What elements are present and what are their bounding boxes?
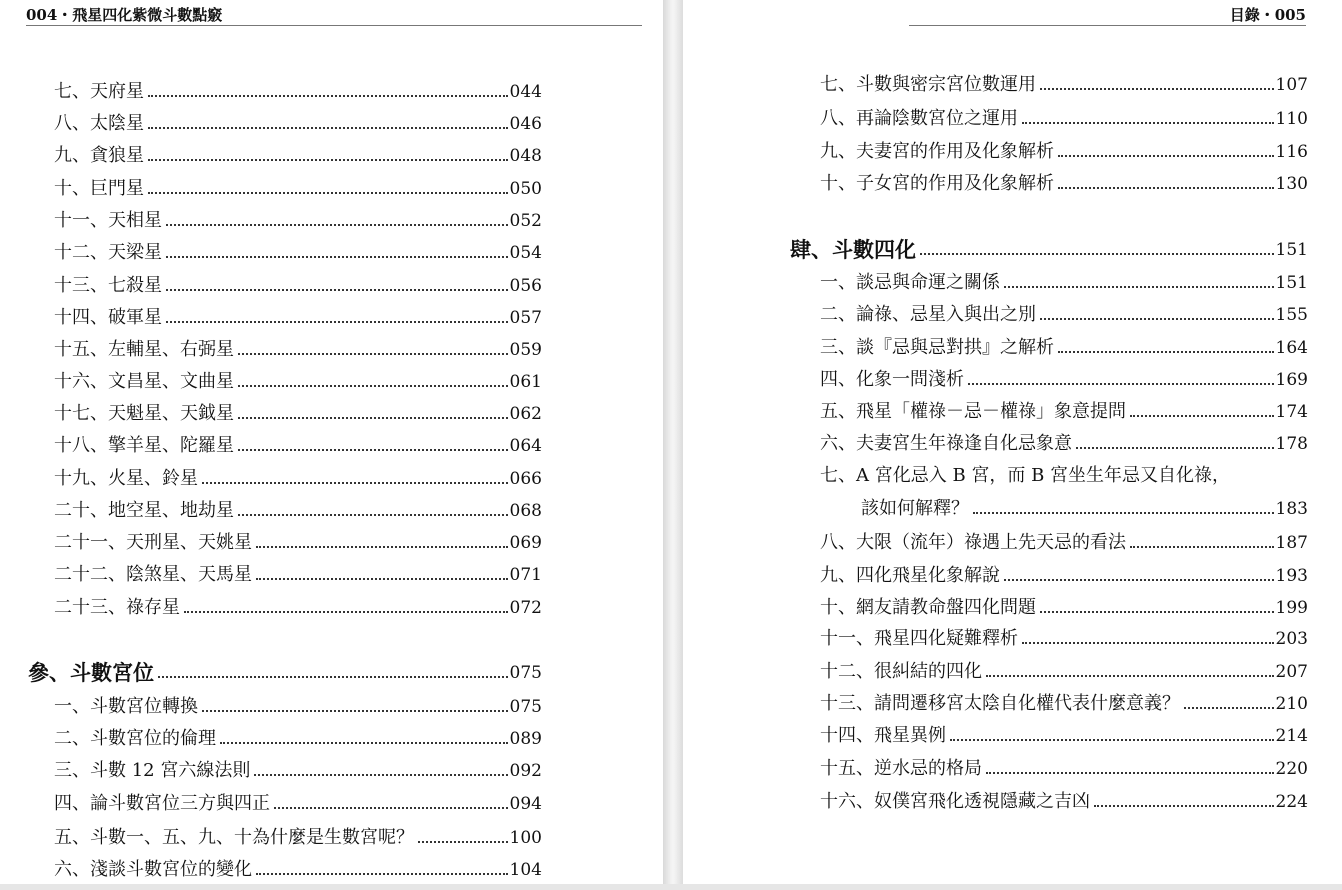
toc-entry-title: 十、巨門星 (54, 178, 144, 199)
toc-page-number: 207 (1275, 662, 1308, 682)
toc-entry-title: 九、夫妻宮的作用及化象解析 (820, 141, 1054, 162)
header-rule (26, 25, 642, 26)
toc-entry-title: 一、談忌與命運之關係 (820, 272, 1000, 293)
toc-entry (861, 496, 1308, 520)
toc-entry (820, 335, 1308, 359)
toc-page-number: 110 (1275, 109, 1308, 129)
toc-leader-dots (1022, 122, 1274, 124)
toc-leader-dots (968, 383, 1274, 385)
toc-entry (54, 791, 542, 815)
toc-entry (54, 433, 542, 457)
toc-leader-dots (950, 739, 1274, 741)
toc-entry (54, 176, 542, 200)
toc-leader-dots (148, 159, 508, 161)
toc-section-heading (790, 237, 1308, 261)
toc-entry (820, 595, 1308, 619)
toc-entry-title: 九、四化飛星化象解說 (820, 565, 1000, 586)
toc-leader-dots (148, 192, 508, 194)
toc-entry (54, 143, 542, 167)
toc-entry (54, 273, 542, 297)
toc-entry-title: 二十二、陰煞星、天馬星 (54, 564, 252, 585)
toc-leader-dots (148, 127, 508, 129)
toc-page-number: 052 (509, 211, 542, 231)
toc-page-number: 054 (509, 243, 542, 263)
toc-page-number: 214 (1275, 726, 1308, 746)
toc-entry (820, 106, 1308, 130)
toc-page-number: 104 (509, 860, 542, 880)
toc-entry-title: 十五、左輔星、右弼星 (54, 339, 234, 360)
toc-leader-dots (238, 449, 508, 451)
toc-entry-title: 十、子女宮的作用及化象解析 (820, 173, 1054, 194)
toc-page-number: 061 (509, 372, 542, 392)
toc-leader-dots (1058, 351, 1274, 353)
toc-leader-dots (1130, 546, 1274, 548)
toc-entry-title: 二十三、祿存星 (54, 597, 180, 618)
toc-entry-title: 二十一、天刑星、天姚星 (54, 532, 252, 553)
toc-leader-dots (1040, 611, 1274, 613)
toc-leader-dots (158, 676, 508, 678)
toc-entry-title: 十六、奴僕宮飛化透視隱藏之吉凶 (820, 791, 1090, 812)
toc-page-number: 092 (509, 761, 542, 781)
toc-entry-title: 三、斗數 12 宮六線法則 (54, 760, 251, 781)
toc-entry (54, 208, 542, 232)
toc-leader-dots (148, 95, 508, 97)
book-gutter (663, 0, 683, 884)
toc-page-number: 210 (1275, 694, 1308, 714)
toc-entry-title: 八、再論陰數宮位之運用 (820, 108, 1018, 129)
toc-leader-dots (238, 353, 508, 355)
toc-entry (54, 337, 542, 361)
toc-leader-dots (238, 417, 508, 419)
toc-page-number: 193 (1275, 566, 1308, 586)
toc-entry-title: 四、化象一問淺析 (820, 369, 964, 390)
toc-entry (54, 530, 542, 554)
toc-entry-title: 十九、火星、鈴星 (54, 468, 198, 489)
toc-page-number: 046 (509, 114, 542, 134)
toc-leader-dots (256, 873, 508, 875)
toc-leader-dots (1058, 187, 1274, 189)
toc-leader-dots (1022, 642, 1274, 644)
toc-page-number: 178 (1275, 434, 1308, 454)
toc-page-number: 183 (1275, 499, 1308, 519)
toc-entry (54, 369, 542, 393)
right-page-header: 目錄・005 (1229, 6, 1306, 24)
toc-page-number: 066 (509, 469, 542, 489)
toc-leader-dots (1004, 579, 1274, 581)
toc-entry-title: 三、談『忌與忌對拱』之解析 (820, 337, 1054, 358)
toc-leader-dots (1004, 286, 1274, 288)
toc-entry (820, 139, 1308, 163)
toc-page-number: 169 (1275, 370, 1308, 390)
toc-entry (820, 756, 1308, 780)
toc-page-number: 130 (1275, 174, 1308, 194)
header-rule (909, 25, 1306, 26)
bottom-edge (0, 884, 1342, 890)
toc-entry (54, 498, 542, 522)
toc-page-number: 050 (509, 179, 542, 199)
toc-leader-dots (1040, 88, 1274, 90)
toc-entry (820, 626, 1308, 650)
toc-entry (54, 401, 542, 425)
toc-entry-title: 十六、文昌星、文曲星 (54, 371, 234, 392)
toc-page-number: 069 (509, 533, 542, 553)
toc-leader-dots (166, 289, 508, 291)
toc-entry-title: 十七、天魁星、天鉞星 (54, 403, 234, 424)
toc-page-number: 089 (509, 729, 542, 749)
toc-page-number: 057 (509, 308, 542, 328)
toc-leader-dots (1040, 318, 1274, 320)
toc-entry (54, 466, 542, 490)
toc-entry (54, 825, 542, 849)
toc-leader-dots (184, 611, 508, 613)
toc-page-number: 116 (1275, 142, 1308, 162)
toc-entry-title: 十四、破軍星 (54, 307, 162, 328)
toc-leader-dots (238, 514, 508, 516)
toc-entry (54, 694, 542, 718)
toc-entry-title: 十四、飛星異例 (820, 725, 946, 746)
toc-page-number: 056 (509, 276, 542, 296)
toc-entry-title: 六、夫妻宮生年祿逢自化忌象意 (820, 433, 1072, 454)
toc-entry (820, 530, 1308, 554)
toc-entry-title: 八、太陰星 (54, 113, 144, 134)
toc-page-number: 044 (509, 82, 542, 102)
toc-entry-title: 七、A 宮化忌入 B 宮，而 B 宮坐生年忌又自化祿， (820, 465, 1231, 486)
toc-entry (820, 367, 1308, 391)
toc-entry-title: 二十、地空星、地劫星 (54, 500, 234, 521)
toc-entry (820, 723, 1308, 747)
toc-page-number: 220 (1275, 759, 1308, 779)
toc-entry-title: 二、斗數宮位的倫理 (54, 728, 216, 749)
toc-entry-title: 一、斗數宮位轉換 (54, 696, 198, 717)
toc-leader-dots (1184, 707, 1274, 709)
toc-entry (54, 726, 542, 750)
toc-leader-dots (920, 253, 1274, 255)
toc-leader-dots (418, 841, 508, 843)
toc-entry-title: 十三、請問遷移宮太陰自化權代表什麼意義？ (820, 693, 1180, 714)
toc-leader-dots (1094, 805, 1274, 807)
toc-entry-title: 十二、很糾結的四化 (820, 661, 982, 682)
toc-entry (54, 562, 542, 586)
toc-entry (54, 758, 542, 782)
toc-page-number: 071 (509, 565, 542, 585)
toc-page-number: 062 (509, 404, 542, 424)
toc-entry (820, 659, 1308, 683)
toc-entry (54, 595, 542, 619)
toc-page-number: 048 (509, 146, 542, 166)
toc-entry (54, 857, 542, 881)
toc-entry-title: 八、大限（流年）祿遇上先天忌的看法 (820, 532, 1126, 553)
left-page (0, 0, 663, 884)
toc-page-number: 072 (509, 598, 542, 618)
toc-entry-title: 該如何解釋？ (861, 498, 969, 519)
toc-page-number: 203 (1275, 629, 1308, 649)
toc-leader-dots (202, 482, 508, 484)
toc-entry (54, 79, 542, 103)
toc-entry-title: 二、論祿、忌星入與出之別 (820, 304, 1036, 325)
toc-page-number: 151 (1275, 273, 1308, 293)
toc-entry (820, 463, 1308, 487)
toc-entry (54, 240, 542, 264)
toc-leader-dots (986, 772, 1274, 774)
toc-entry-title: 九、貪狼星 (54, 145, 144, 166)
left-page-header: 004・飛星四化紫微斗數點竅 (26, 6, 223, 24)
toc-entry (820, 302, 1308, 326)
toc-leader-dots (256, 546, 508, 548)
toc-page-number: 075 (509, 697, 542, 717)
toc-entry (820, 171, 1308, 195)
toc-entry-title: 五、飛星「權祿－忌－權祿」象意提問 (820, 401, 1126, 422)
toc-leader-dots (238, 385, 508, 387)
toc-leader-dots (973, 512, 1274, 514)
toc-leader-dots (220, 742, 508, 744)
toc-entry (820, 789, 1308, 813)
toc-leader-dots (166, 224, 508, 226)
toc-page-number: 164 (1275, 338, 1308, 358)
toc-leader-dots (254, 774, 507, 776)
toc-entry (54, 111, 542, 135)
toc-entry-title: 七、斗數與密宗宮位數運用 (820, 74, 1036, 95)
toc-leader-dots (1058, 155, 1274, 157)
toc-leader-dots (986, 675, 1274, 677)
toc-page-number: 059 (509, 340, 542, 360)
toc-leader-dots (1076, 447, 1274, 449)
toc-page-number: 224 (1275, 792, 1308, 812)
toc-entry-title: 肆、斗數四化 (790, 237, 916, 262)
toc-page-number: 064 (509, 436, 542, 456)
toc-entry-title: 六、淺談斗數宮位的變化 (54, 859, 252, 880)
toc-entry (820, 691, 1308, 715)
toc-entry-title: 七、天府星 (54, 81, 144, 102)
toc-leader-dots (166, 321, 508, 323)
toc-page-number: 187 (1275, 533, 1308, 553)
right-page (683, 0, 1342, 884)
toc-leader-dots (202, 710, 508, 712)
toc-page-number: 075 (509, 663, 542, 683)
toc-page-number: 068 (509, 501, 542, 521)
toc-page-number: 174 (1275, 402, 1308, 422)
toc-entry (820, 563, 1308, 587)
toc-entry (820, 270, 1308, 294)
toc-entry-title: 十、網友請教命盤四化問題 (820, 597, 1036, 618)
toc-section-heading (28, 660, 542, 684)
toc-leader-dots (1130, 415, 1274, 417)
toc-entry-title: 十五、逆水忌的格局 (820, 758, 982, 779)
toc-page-number: 094 (509, 794, 542, 814)
toc-page-number: 199 (1275, 598, 1308, 618)
toc-entry-title: 四、論斗數宮位三方與四正 (54, 793, 270, 814)
toc-page-number: 155 (1275, 305, 1308, 325)
toc-leader-dots (256, 578, 508, 580)
toc-leader-dots (166, 256, 508, 258)
toc-entry (820, 72, 1308, 96)
toc-entry-title: 十一、天相星 (54, 210, 162, 231)
toc-entry-title: 參、斗數宮位 (28, 660, 154, 685)
toc-page-number: 107 (1275, 75, 1308, 95)
toc-entry (820, 399, 1308, 423)
toc-entry-title: 十一、飛星四化疑難釋析 (820, 628, 1018, 649)
toc-page-number: 100 (509, 828, 542, 848)
toc-entry-title: 十三、七殺星 (54, 275, 162, 296)
toc-entry (820, 431, 1308, 455)
toc-entry-title: 十二、天梁星 (54, 242, 162, 263)
toc-page-number: 151 (1275, 240, 1308, 260)
toc-leader-dots (274, 807, 508, 809)
toc-entry-title: 十八、擎羊星、陀羅星 (54, 435, 234, 456)
toc-entry-title: 五、斗數一、五、九、十為什麼是生數宮呢？ (54, 827, 414, 848)
toc-entry (54, 305, 542, 329)
